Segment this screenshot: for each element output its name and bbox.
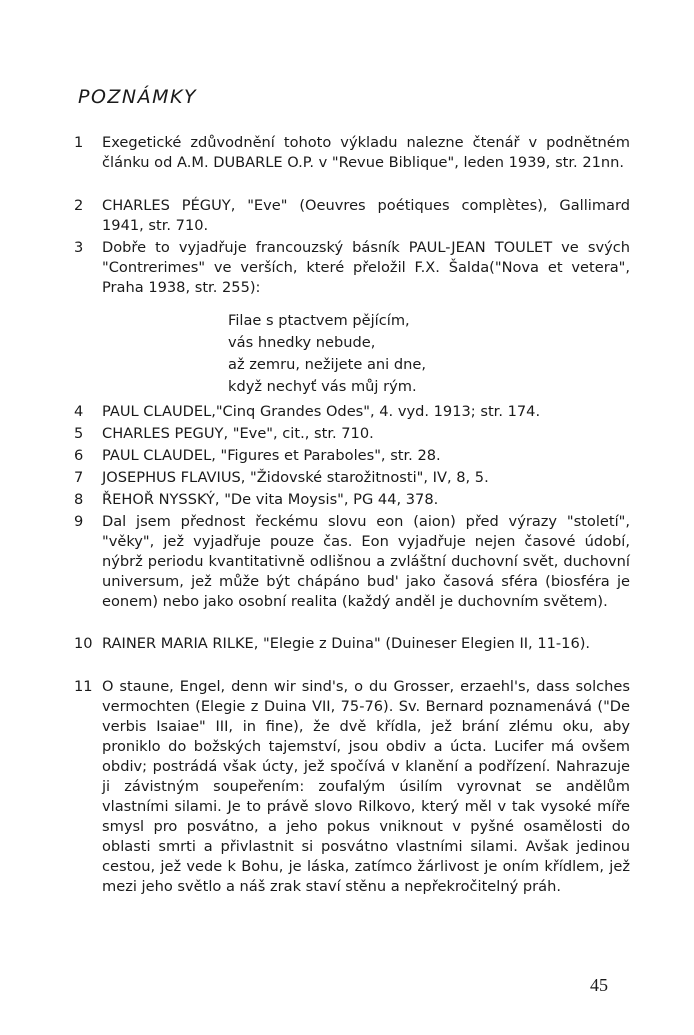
note-8 (70, 490, 630, 510)
note-text: Dobře to vyjadřuje francouzský básník PAUL-JEAN TOULET ve svých "Contrerimes" ve verších, které přeložil F.X. Šalda("Nova et vetera", Praha 1938, str. 255): (102, 239, 630, 296)
note-text: CHARLES PEGUY, "Eve", cit., str. 710. (102, 425, 374, 442)
note-number: 2 (74, 197, 84, 214)
note-text: PAUL CLAUDEL, "Figures et Paraboles", str. 28. (102, 447, 441, 464)
note-number: 9 (74, 513, 84, 530)
page-heading: POZNÁMKY (78, 86, 198, 108)
poem-line: vás hnedky nebude, (228, 334, 376, 351)
note-text: Dal jsem přednost řeckému slovu eon (aion) před výrazy "století", "věky", jež vyjadřuje pouze čas. Eon vyjadřuje nejen časové údobí, nýbrž periodu kvantitativně odlišnou a zvláštní duchovní svět, duchovní universum, jež může být chápáno bud' jako časová sféra (biosféra je eonem) nebo jako osobní realita (každý anděl je duchovním světem). (102, 513, 630, 610)
note-4 (70, 402, 630, 422)
note-7 (70, 468, 630, 488)
note-number: 11 (74, 678, 93, 695)
poem-line: až zemru, nežijete ani dne, (228, 356, 426, 373)
note-2 (70, 196, 630, 236)
note-number: 6 (74, 447, 84, 464)
note-number: 10 (74, 635, 93, 652)
note-text: Exegetické zdůvodnění tohoto výkladu nalezne čtenář v podnětném článku od A.M. DUBARLE O.P. v "Revue Biblique", leden 1939, str. 21nn. (102, 134, 630, 171)
note-6 (70, 446, 630, 466)
page-number: 45 (590, 975, 608, 995)
note-number: 7 (74, 469, 84, 486)
note-text: PAUL CLAUDEL,"Cinq Grandes Odes", 4. vyd. 1913; str. 174. (102, 403, 541, 420)
note-text: CHARLES PÉGUY, "Eve" (Oeuvres poétiques complètes), Gallimard 1941, str. 710. (102, 197, 630, 234)
note-number: 4 (74, 403, 84, 420)
note-11 (70, 677, 630, 897)
note-5 (70, 424, 630, 444)
poem-quote (228, 310, 426, 398)
note-number: 8 (74, 491, 84, 508)
note-9 (70, 512, 630, 612)
note-3 (70, 238, 630, 298)
note-1 (70, 133, 630, 173)
note-text: O staune, Engel, denn wir sind's, o du Grosser, erzaehl's, dass solches vermochten (Elegie z Duina VII, 75-76). Sv. Bernard poznamenává ("De verbis Isaiae" III, in fine), že dvě křídla, jež brání zlému oku, aby proniklo do božských tajemství, jsou obdiv a úcta. Lucifer má ovšem obdiv; postrádá však úcty, jež spočívá v klanění a podřízení. Nahrazuje ji závistným soupeřením: zoufalým úsilím vyrovnat se andělům vlastními silami. Je to právě slovo Rilkovo, který měl v tak vysoké míře smysl pro posvátno, a jeho pokus vniknout v pyšné osamělosti do oblasti smrti a přivlastnit si posvátno vlastními silami. Avšak jedinou cestou, jež vede k Bohu, je láska, zatímco žárlivost je oním křídlem, jež mezi jeho světlo a náš zrak staví stěnu a nepřekročitelný práh. (102, 678, 630, 895)
note-number: 5 (74, 425, 84, 442)
note-text: RAINER MARIA RILKE, "Elegie z Duina" (Duineser Elegien II, 11-16). (102, 635, 591, 652)
note-10 (70, 634, 630, 654)
note-number: 1 (74, 134, 84, 151)
note-text: JOSEPHUS FLAVIUS, "Židovské starožitnosti", IV, 8, 5. (102, 469, 489, 486)
note-number: 3 (74, 239, 84, 256)
poem-line: Filae s ptactvem pějícím, (228, 312, 410, 329)
note-text: ŘEHOŘ NYSSKÝ, "De vita Moysis", PG 44, 378. (102, 491, 439, 508)
poem-line: když nechyť vás můj rým. (228, 378, 417, 395)
